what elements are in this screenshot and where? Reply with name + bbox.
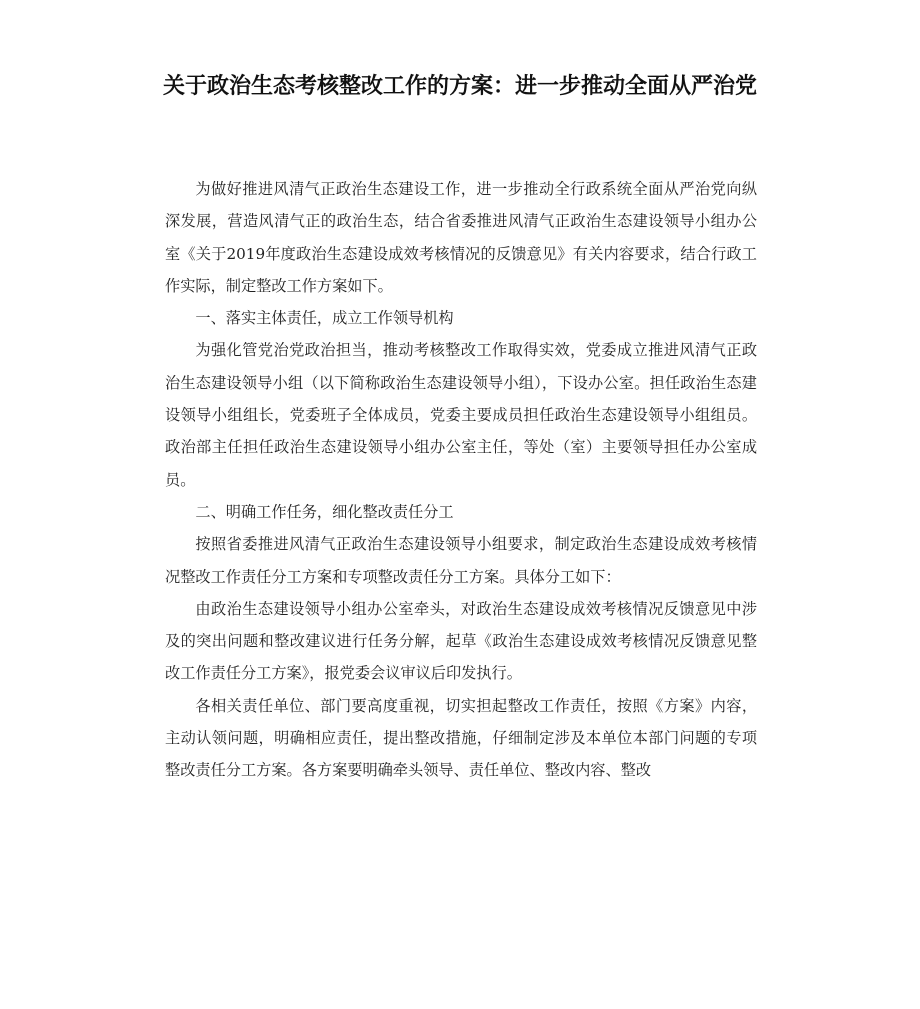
paragraph-intro: 为做好推进风清气正政治生态建设工作，进一步推动全行政系统全面从严治党向纵深发展，营造风清气正的政治生态，结合省委推进风清气正政治生态建设领导小组办公室《关于2019年度政治生态建设成效考核情况的反馈意见》有关内容要求，结合行政工作实际，制定整改工作方案如下。 bbox=[165, 180, 757, 295]
section-heading-1: 一、落实主体责任，成立工作领导机构 bbox=[195, 309, 454, 328]
document-body bbox=[165, 173, 757, 787]
paragraph-office-lead: 由政治生态建设领导小组办公室牵头，对政治生态建设成效考核情况反馈意见中涉及的突出问题和整改建议进行任务分解，起草《政治生态建设成效考核情况反馈意见整改工作责任分工方案》，报党委会议审议后印发执行。 bbox=[165, 599, 757, 683]
document-title: 关于政治生态考核整改工作的方案：进一步推动全面从严治党 bbox=[162, 74, 757, 99]
paragraph-leadership: 为强化管党治党政治担当，推动考核整改工作取得实效，党委成立推进风清气正政治生态建设领导小组（以下简称政治生态建设领导小组），下设办公室。担任政治生态建设领导小组组长，党委班子全体成员，党委主要成员担任政治生态建设领导小组组员。政治部主任担任政治生态建设领导小组办公室主任，等处（室）主要领导担任办公室成员。 bbox=[165, 341, 757, 489]
paragraph-units: 各相关责任单位、部门要高度重视，切实担起整改工作责任，按照《方案》内容，主动认领问题，明确相应责任，提出整改措施，仔细制定涉及本单位本部门问题的专项整改责任分工方案。各方案要明确牵头领导、责任单位、整改内容、整改 bbox=[165, 696, 757, 780]
paragraph-task-plan: 按照省委推进风清气正政治生态建设领导小组要求，制定政治生态建设成效考核情况整改工作责任分工方案和专项整改责任分工方案。具体分工如下： bbox=[165, 535, 757, 586]
section-heading-2: 二、明确工作任务，细化整改责任分工 bbox=[195, 502, 454, 521]
